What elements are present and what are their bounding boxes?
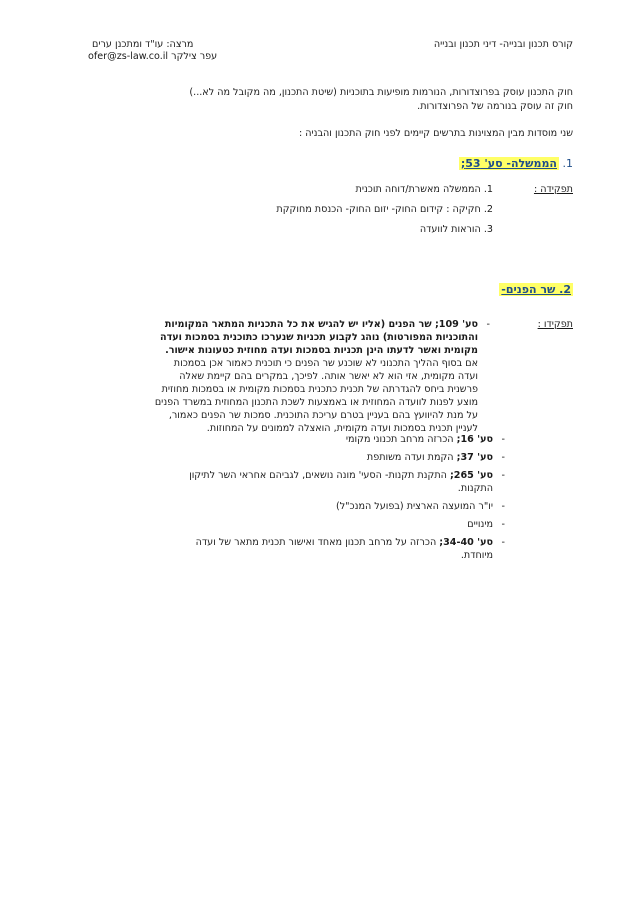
intro-line-2: חוק זה עוסק בנורמה של הפרוצדורות. xyxy=(417,101,573,112)
list-item xyxy=(53,500,505,513)
section-2-role-label: תפקידו : xyxy=(537,319,573,330)
para-line: מוצע לפנות לוועדה המחוזית או באמצעות לשכת התכנון המחוזית במשרד הפנים xyxy=(154,397,478,408)
section-1-list xyxy=(276,183,493,243)
para-line: על מנת להיוועץ בהם בעניין בטרם עריכת התוכנית. סמכות שר הפנים כאמור, xyxy=(168,410,478,421)
bullet-dash: - xyxy=(501,434,505,445)
bullet-continuation: מיוחדת. xyxy=(460,550,493,561)
bullet-text: מינויים xyxy=(467,519,493,530)
bullet-continuation: התקנות. xyxy=(457,483,493,494)
list-item: 1. הממשלה מאשרת/דוחה תוכנית xyxy=(355,184,493,195)
note-line: שני מוסדות מבין המצוינות בתרשים קיימים לפני חוק התכנון והבניה : xyxy=(298,128,573,139)
list-item xyxy=(53,433,505,446)
bullet-text: הקמת ועדה משותפת xyxy=(366,452,457,463)
section-1-role-label: תפקידה : xyxy=(533,184,573,195)
list-item: 2. חקיקה : קידום החוק- יזום החוק- הכנסת מחוקקת xyxy=(276,204,493,215)
section-1-title: הממשלה- סע' 53; xyxy=(460,157,557,170)
para-bold-line: סע' 109; שר הפנים (אליו יש להגיש את כל התכניות המתאר המקומיות xyxy=(164,319,478,330)
bullet-dash: - xyxy=(486,319,490,330)
bullet-dash: - xyxy=(501,470,505,481)
section-2-main-paragraph xyxy=(58,318,490,435)
list-item xyxy=(53,536,505,562)
course-title: קורס תכנון ובנייה- דיני תכנון ובנייה xyxy=(433,39,573,50)
bullet-dash: - xyxy=(501,452,505,463)
para-line: אם בסוף ההליך התכנוני לא שוכנע שר הפנים כי תוכנית כאמור אכן בסמכות xyxy=(173,358,478,369)
para-bold-line: מקומית ואשר לדעתו הינן תכניות בסמכות ועדה מחוזית כטעונות אישור. xyxy=(165,345,478,356)
paragraph xyxy=(58,318,478,435)
bullet-ref: סע' 16; xyxy=(456,434,493,445)
list-item: 3. הוראות לוועדה xyxy=(419,224,493,235)
para-line: לעניין תכנית בסמכות ועדה מקומית, הואצלה לממונים על המחוזות. xyxy=(206,423,478,434)
bullet-dash: - xyxy=(501,519,505,530)
list-item xyxy=(53,518,505,531)
list-item xyxy=(53,469,505,495)
bullet-ref: סע' 34-40; xyxy=(439,537,493,548)
section-2-heading: 2. שר הפנים- xyxy=(501,283,571,296)
section-2-bullets xyxy=(53,433,505,567)
para-line: ועדה מקומית, אזי הוא לא יאשר אותה. לפיכך, במקרים בהם קיימת שאלה xyxy=(179,371,478,382)
lecturer-contact xyxy=(88,50,217,63)
bullet-text: הכרזה מרחב תכנוני מקומי xyxy=(345,434,457,445)
section-1-number: 1. xyxy=(562,157,573,170)
para-bold-line: והתוכניות המפורטות) נוהג לקבוע תכניות שנערכו כתוכנית בסמכות ועדה xyxy=(160,332,478,343)
lecturer-email[interactable]: ofer@zs-law.co.il xyxy=(88,51,169,62)
bullet-text: יו"ר המועצה הארצית (בפועל המנכ"ל) xyxy=(335,501,493,512)
lecturer-name: עפר צילקר xyxy=(171,51,218,62)
lecturer-line: מרצה: עו"ד ומתכנן ערים xyxy=(92,39,194,50)
bullet-dash: - xyxy=(501,501,505,512)
intro-line-1: חוק התכנון עוסק בפרוצדורות, הנורמות מופיעות בתוכניות (שיטת התכנון, מה מקובל מה לא...) xyxy=(189,87,573,98)
para-line: פרשנית ביחס להגדרתה של תכנית כתכנית בסמכות מקומית או בסמכות מחוזית xyxy=(161,384,478,395)
section-1-heading xyxy=(459,157,573,170)
bullet-ref: סע' 265; xyxy=(449,470,493,481)
bullet-ref: סע' 37; xyxy=(456,452,493,463)
list-item xyxy=(53,451,505,464)
bullet-text: הכרזה על מרחב תכנון מאחד ואישור תכנית מתאר של ועדה xyxy=(195,537,440,548)
bullet-dash: - xyxy=(501,537,505,548)
bullet-text: התקנת תקנות- הסעי' מונה נושאים, לגביהם אחראי השר לתיקון xyxy=(189,470,450,481)
